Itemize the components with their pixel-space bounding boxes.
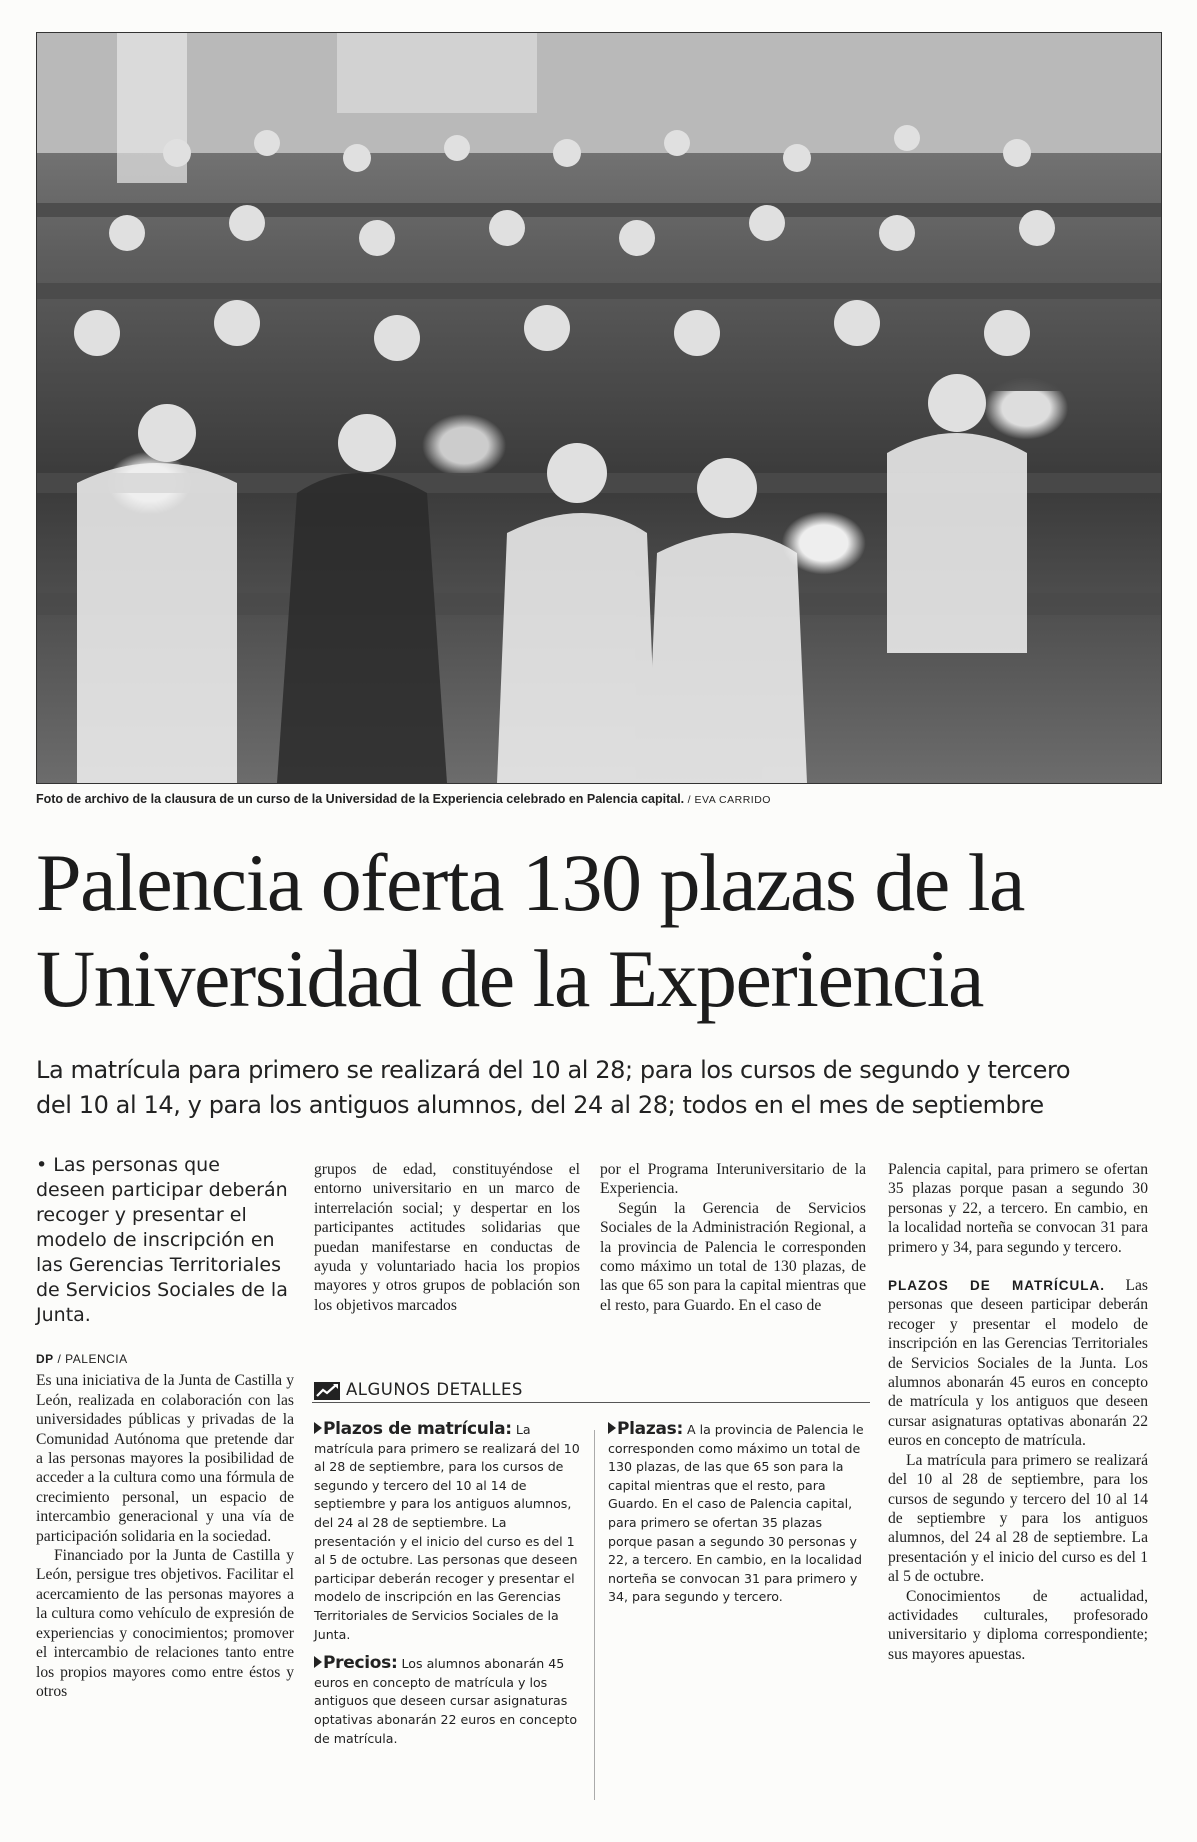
sidebar-item-label: Plazas: — [617, 1419, 683, 1439]
photo-credit: / EVA CARRIDO — [687, 794, 771, 806]
byline-place: / PALENCIA — [57, 1352, 128, 1366]
sidebar-column-2 — [608, 1420, 870, 1607]
bullet-arrow-icon — [608, 1422, 616, 1434]
headline-line-1: Palencia oferta 130 plazas de la — [36, 837, 1024, 928]
details-sidebar — [312, 1380, 870, 1815]
article-column-4 — [888, 1160, 1148, 1664]
article-paragraph — [888, 1276, 1148, 1451]
byline — [36, 1350, 294, 1369]
subheadline-line-2: del 10 al 14, y para los antiguos alumnos, del 24 al 28; todos en el mes de septiembre — [36, 1091, 1044, 1119]
section-subheading: PLAZOS DE MATRÍCULA. — [888, 1278, 1106, 1294]
subheadline-line-1: La matrícula para primero se realizará del 10 al 28; para los cursos de segundo y tercero — [36, 1056, 1071, 1084]
headline — [36, 835, 1166, 1027]
headline-line-2: Universidad de la Experiencia — [36, 933, 983, 1024]
trend-chart-icon — [314, 1382, 340, 1400]
sidebar-item-text: Los alumnos abonarán 45 euros en concepto de matrícula y los antiguos que deseen cursar asignaturas optativas abonarán 22 euros en concepto de matrícula. — [314, 1656, 578, 1746]
byline-agency: DP — [36, 1352, 54, 1366]
sidebar-column-1 — [314, 1420, 580, 1748]
sidebar-item-label: Precios: — [323, 1653, 398, 1674]
article-paragraph: Es una iniciativa de la Junta de Castilla y León, realizada en colaboración con las universidades públicas y privadas de la Comunidad Autónoma que pretende dar a las personas mayores la posibilidad de acceder a la cultura como una fórmula de crecimiento personal, un espacio de intercambio generacional y una vía de participación solidaria en la sociedad. — [36, 1372, 294, 1545]
bullet-arrow-icon — [314, 1656, 322, 1668]
article-photo — [36, 32, 1162, 784]
article-column-2 — [314, 1160, 580, 1315]
caption-text: Foto de archivo de la clausura de un curso de la Universidad de la Experiencia celebrado en Palencia capital. — [36, 792, 685, 806]
sidebar-header — [312, 1380, 870, 1403]
article-column-3 — [600, 1160, 866, 1315]
sidebar-title: ALGUNOS DETALLES — [346, 1380, 523, 1399]
article-paragraph-text: Las personas que deseen participar deberán recoger y presentar el modelo de inscripción en las Gerencias Territoriales de Servicios Sociales de la Junta. Los alumnos abonarán 45 euros en concepto de matrícula y los antiguos que deseen cursar asignaturas optativas abonarán 22 euros en concepto de matrícula. — [888, 1277, 1148, 1450]
sidebar-item-label: Plazos de matrícula: — [323, 1419, 512, 1439]
sidebar-item — [314, 1420, 580, 1644]
subheadline — [36, 1053, 1166, 1123]
photo-caption — [36, 792, 1160, 806]
article-paragraph: La matrícula para primero se realizará del 10 al 28 de septiembre, para los cursos de segundo y tercero del 10 al 14 de septiembre y para los antiguos alumnos, del 24 al 28 de septiembre. La presentación y el inicio del curso es del 1 al 5 de octubre. — [888, 1451, 1148, 1586]
article-paragraph: Financiado por la Junta de Castilla y León, persigue tres objetivos. Facilitar el acercamiento de las personas mayores a la cultura como vehículo de expresión de experiencias y conocimientos; promover el intercambio de relaciones tanto entre los propios mayores como entre éstos y otros — [36, 1547, 294, 1700]
article-paragraph: Según la Gerencia de Servicios Sociales de la Administración Regional, a la provincia de Palencia le corresponden como máximo un total de 130 plazas, de las que 65 son para la capital mientras que el resto, para Guardo. En el caso de — [600, 1199, 866, 1314]
bullet-arrow-icon — [314, 1422, 322, 1434]
audience-illustration — [37, 33, 1161, 783]
sidebar-item-text: La matrícula para primero se realizará del 10 al 28 de septiembre, para los cursos de segundo y tercero del 10 al 14 de septiembre y para los antiguos alumnos, del 24 al 28 de septiembre. La presentación y el inicio del curso es del 1 al 5 de octubre. Las personas que deseen participar deberán recoger y presentar el modelo de inscripción en las Gerencias Territoriales de Servicios Sociales de la Junta. — [314, 1422, 580, 1642]
sidebar-item — [608, 1420, 870, 1607]
lead-summary: • Las personas que deseen participar deberán recoger y presentar el modelo de inscripción en las Gerencias Territoriales de Servicios Sociales de la Junta. — [36, 1154, 288, 1326]
article-paragraph: grupos de edad, constituyéndose el entorno universitario en un marco de interrelación social; y despertar en los participantes actitudes solidarias que puedan manifestarse en conductas de ayuda y voluntariado hacia los propios mayores y otros grupos de población son los objetivos marcados — [314, 1161, 580, 1314]
article-paragraph: Palencia capital, para primero se ofertan 35 plazas porque pasan a segundo 30 personas y 22, a tercero. En cambio, en la localidad norteña se convocan 31 para primero y 34, para segundo y tercero. — [888, 1161, 1148, 1256]
sidebar-item — [314, 1654, 580, 1748]
article-paragraph: por el Programa Interuniversitario de la Experiencia. — [600, 1161, 866, 1198]
article-column-1 — [36, 1153, 294, 1701]
sidebar-item-text: A la provincia de Palencia le corresponden como máximo un total de 130 plazas, de las que 65 son para la capital mientras que el resto, para Guardo. En el caso de Palencia capital, para primero se ofertan 35 plazas porque pasan a segundo 30 personas y 22, a tercero. En cambio, en la localidad norteña se convocan 31 para primero y 34, para segundo y tercero. — [608, 1422, 864, 1605]
article-paragraph: Conocimientos de actualidad, actividades culturales, profesorado universitario y diploma correspondiente; sus mayores apuestas. — [888, 1587, 1148, 1663]
sidebar-divider — [594, 1430, 595, 1800]
